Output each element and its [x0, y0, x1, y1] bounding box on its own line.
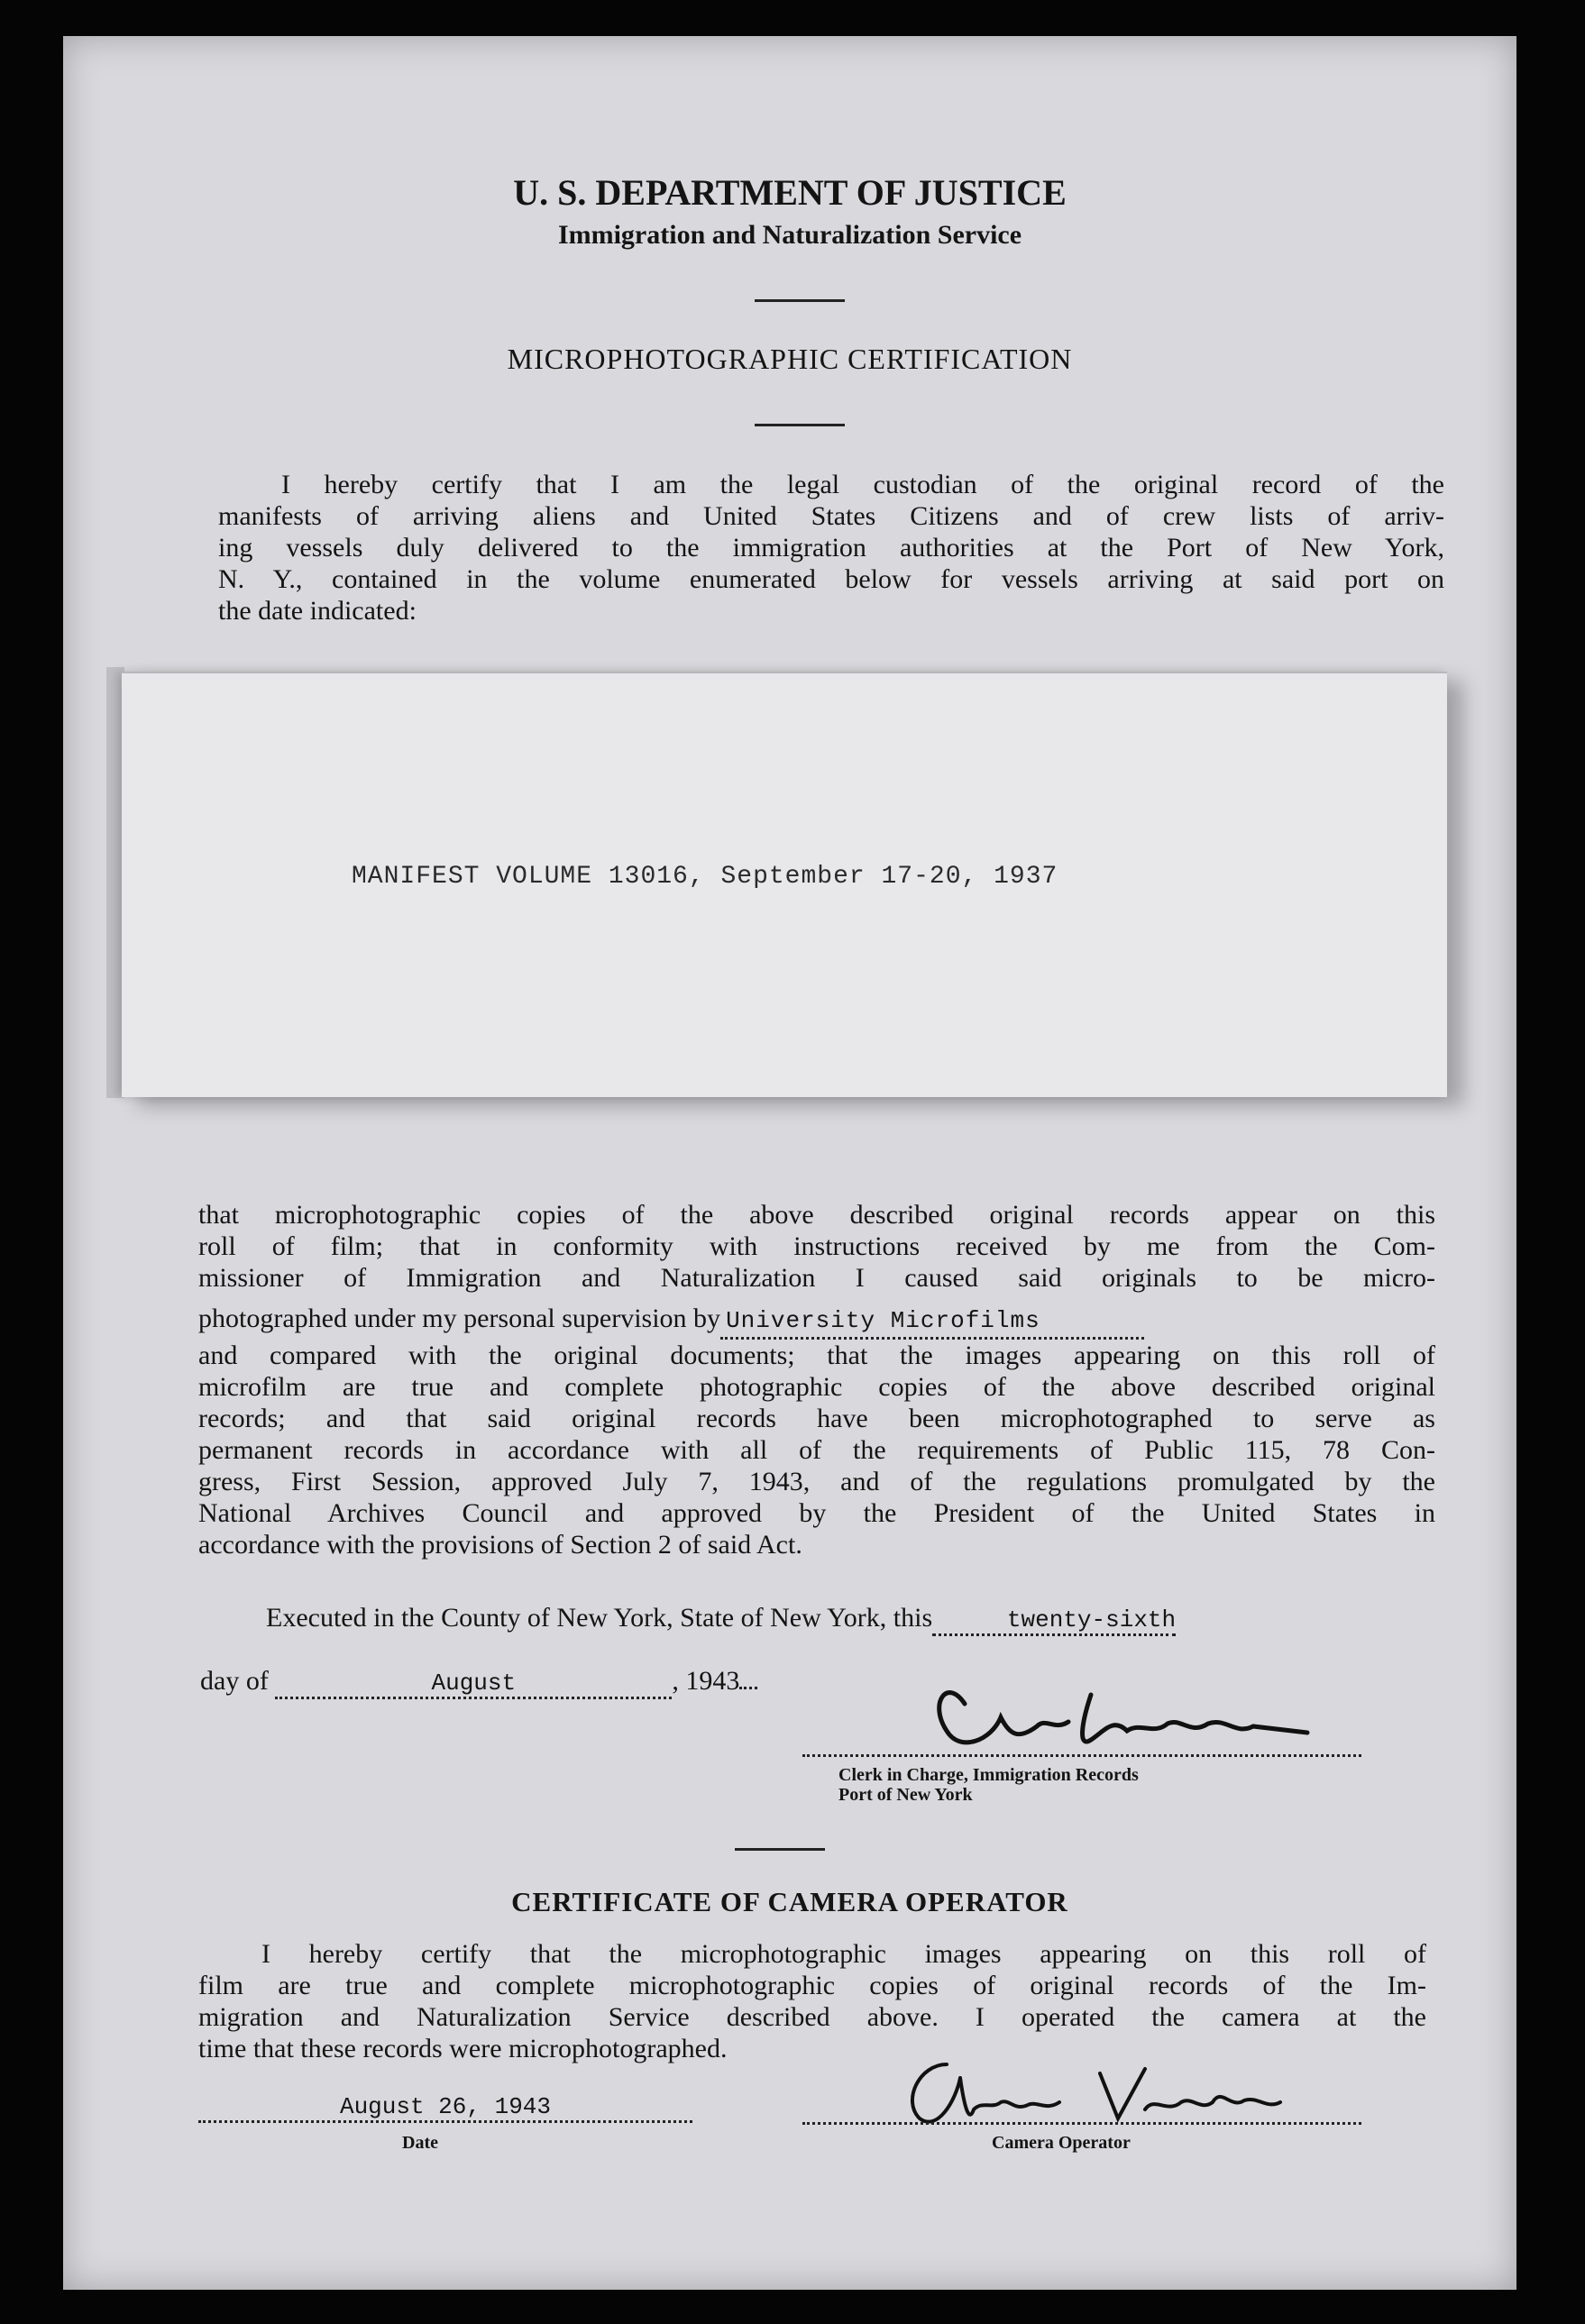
department-heading: U. S. DEPARTMENT OF JUSTICE	[513, 172, 1067, 213]
clerk-title-line1: Clerk in Charge, Immigration Records	[838, 1765, 1139, 1785]
supervision-value: University Microfilms	[726, 1307, 1040, 1334]
day-value: twenty-sixth	[1006, 1606, 1177, 1633]
intro-line: ing vessels duly delivered to the immigration authorities at the Port of New York,	[218, 533, 1444, 563]
body-line: and compared with the original documents; that the images appearing on this roll of	[198, 1340, 1435, 1370]
camera-date-field	[198, 2093, 692, 2123]
camera-signature-line	[802, 2122, 1361, 2125]
service-subheading: Immigration and Naturalization Service	[557, 220, 1022, 250]
clerk-signature-line	[802, 1754, 1361, 1757]
executed-line	[266, 1603, 1176, 1636]
body-line: missioner of Immigration and Naturalization I caused said originals to be micro-	[198, 1263, 1435, 1293]
day-field	[932, 1606, 1176, 1636]
clerk-signature	[911, 1668, 1343, 1767]
year-trailing-dots	[739, 1687, 757, 1689]
month-field	[275, 1670, 672, 1699]
intro-line: I hereby certify that I am the legal custodian of the original record of the	[281, 470, 1444, 499]
supervision-prefix: photographed under my personal supervision by	[198, 1304, 721, 1333]
body-paragraph	[198, 1199, 1435, 1560]
camera-operator-label: Camera Operator	[992, 2133, 1131, 2153]
camera-line: migration and Naturalization Service described above. I operated the camera at the	[198, 2002, 1426, 2032]
manifest-volume-text: MANIFEST VOLUME 13016, September 17-20, 1937	[352, 863, 1058, 891]
body-line: gress, First Session, approved July 7, 1943, and of the regulations promulgated by the	[198, 1467, 1435, 1496]
intro-line: the date indicated:	[218, 596, 417, 626]
certification-title: MICROPHOTOGRAPHIC CERTIFICATION	[507, 343, 1073, 375]
body-line: permanent records in accordance with all of the requirements of Public 115, 78 Con-	[198, 1435, 1435, 1465]
clerk-title-line2: Port of New York	[838, 1785, 973, 1805]
camera-line: I hereby certify that the microphotographic images appearing on this roll of	[261, 1939, 1426, 1969]
body-line: National Archives Council and approved by the President of the United States in	[198, 1498, 1435, 1528]
body-line: that microphotographic copies of the above described original records appear on this	[198, 1200, 1435, 1230]
camera-line: time that these records were microphotographed.	[198, 2034, 728, 2063]
supervision-line	[198, 1303, 1435, 1340]
camera-line: film are true and complete microphotographic copies of original records of the Im-	[198, 1971, 1426, 2000]
intro-paragraph	[218, 469, 1444, 627]
intro-line: N. Y., contained in the volume enumerated below for vessels arriving at said port on	[218, 564, 1444, 594]
executed-prefix: Executed in the County of New York, State of New York, this	[266, 1603, 933, 1633]
intro-line: manifests of arriving aliens and United States Citizens and of crew lists of arriv-	[218, 501, 1444, 531]
camera-heading: CERTIFICATE OF CAMERA OPERATOR	[511, 1886, 1068, 1917]
date-line	[200, 1666, 757, 1699]
body-line: microfilm are true and complete photographic copies of the above described original	[198, 1372, 1435, 1402]
camera-date-value: August 26, 1943	[339, 2093, 552, 2120]
camera-paragraph	[198, 1938, 1426, 2064]
certificate-page	[63, 36, 1516, 2290]
clerk-title	[838, 1765, 1139, 1805]
day-of-label: day of	[200, 1666, 269, 1696]
body-line: accordance with the provisions of Section 2 of said Act.	[198, 1530, 802, 1560]
divider	[735, 1848, 825, 1851]
year-value: , 1943	[672, 1666, 740, 1696]
month-value: August	[431, 1670, 517, 1697]
body-line: roll of film; that in conformity with instructions received by me from the Com-	[198, 1231, 1435, 1261]
divider	[755, 424, 845, 426]
manifest-insert-card	[122, 672, 1447, 1097]
divider	[755, 299, 845, 302]
body-line: records; and that said original records have been microphotographed to serve as	[198, 1404, 1435, 1433]
camera-date-label: Date	[402, 2133, 438, 2153]
supervision-field	[720, 1305, 1144, 1340]
